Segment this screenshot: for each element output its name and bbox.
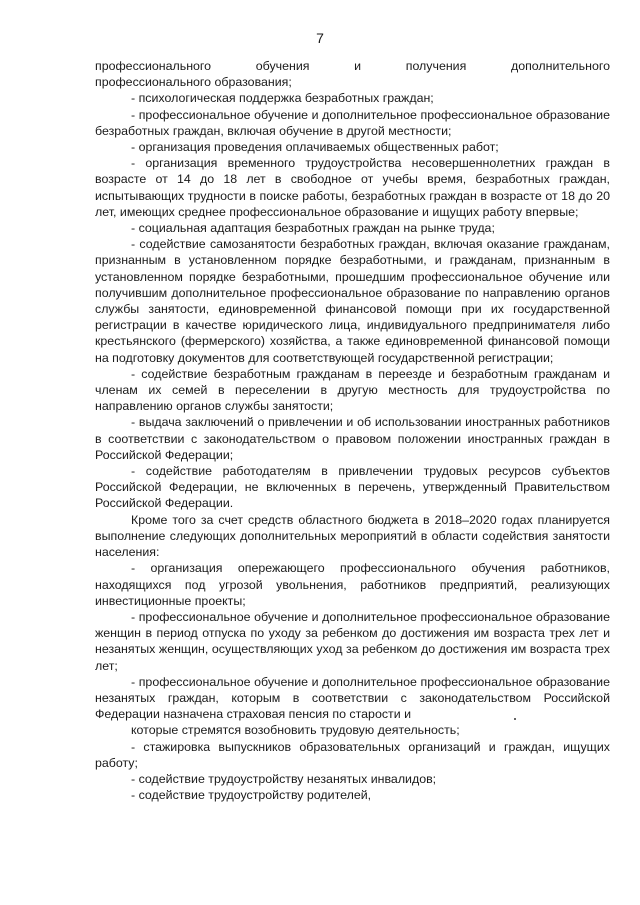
- page-number: 7: [316, 30, 324, 46]
- scan-speck: [514, 718, 516, 720]
- paragraph-p4: - организация временного трудоустройства несовершеннолетних граждан в возрасте от 14 до 18 лет в свободное от учебы время, безработных граждан, испытывающих трудности в поиске работы, безработных граждан в возрасте от 18 до 20 лет, имеющих среднее профессиональное образование и ищущих работу впервые;: [95, 156, 610, 219]
- paragraph-p5: - социальная адаптация безработных граждан на рынке труда;: [131, 221, 495, 236]
- paragraph-p14: - стажировка выпускников образовательных организаций и граждан, ищущих работу;: [95, 739, 610, 770]
- paragraph-p0: профессионального обучения и получения дополнительного: [95, 59, 610, 73]
- paragraph-p13b: которые стремятся возобновить трудовую деятельность;: [131, 723, 460, 738]
- paragraph-p6: - содействие самозанятости безработных граждан, включая оказание гражданам, признанным в установленном порядке безработными, и гражданам, признанным в установленном порядке безработными, прошедшим профессиональное обучение или получившим дополнительное профессиональное образование по направлению органов службы занятости, единовременной финансовой помощи при их государственной регистрации в качестве юридического лица, индивидуального предпринимателя либо крестьянского (фермерского) хозяйства, а также единовременной финансовой помощи на подготовку документов для соответствующей государственной регистрации;: [95, 237, 610, 365]
- paragraph-p7: - содействие безработным гражданам в переезде и безработным гражданам и членам их семей в переселении в другую местность для трудоустройства по направлению органов службы занятости;: [95, 366, 610, 414]
- paragraph-p12: - профессиональное обучение и дополнительное профессиональное образование женщин в период отпуска по уходу за ребенком до достижения им возраста трех лет и незанятых женщин, осуществляющих уход за ребенком до достижения им возраста трех лет;: [95, 609, 610, 673]
- paragraph-p16: - содействие трудоустройству родителей,: [131, 788, 372, 803]
- paragraph-p2: - профессиональное обучение и дополнительное профессиональное образование безработных граждан, включая обучение в другой местности;: [95, 107, 610, 138]
- paragraph-p8: - выдача заключений о привлечении и об использовании иностранных работников в соответствии с законодательством о правовом положении иностранных граждан в Российской Федерации;: [95, 415, 610, 462]
- paragraph-p1: - психологическая поддержка безработных граждан;: [131, 91, 434, 106]
- paragraph-p11: - организация опережающего профессионального обучения работников, находящихся под угрозой увольнения, работников предприятий, реализующих инвестиционные проекты;: [95, 561, 610, 608]
- paragraph-p10: Кроме того за счет средств областного бюджета в 2018–2020 годах планируется выполнение следующих дополнительных мероприятий в области содействия занятости населения:: [95, 512, 610, 560]
- paragraph-p3: - организация проведения оплачиваемых общественных работ;: [131, 140, 499, 155]
- document-body: [95, 58, 610, 803]
- paragraph-p9: - содействие работодателям в привлечении трудовых ресурсов субъектов Российской Федерации, не включенных в перечень, утвержденный Правительством Российской Федерации.: [95, 464, 610, 511]
- paragraph-p13: - профессиональное обучение и дополнительное профессиональное образование незанятых граждан, которым в соответствии с законодательством Российской Федерации назначена страховая пенсия по старости и: [95, 674, 610, 722]
- paragraph-p15: - содействие трудоустройству незанятых инвалидов;: [131, 771, 437, 786]
- paragraph-p0b: профессионального образования;: [95, 75, 292, 90]
